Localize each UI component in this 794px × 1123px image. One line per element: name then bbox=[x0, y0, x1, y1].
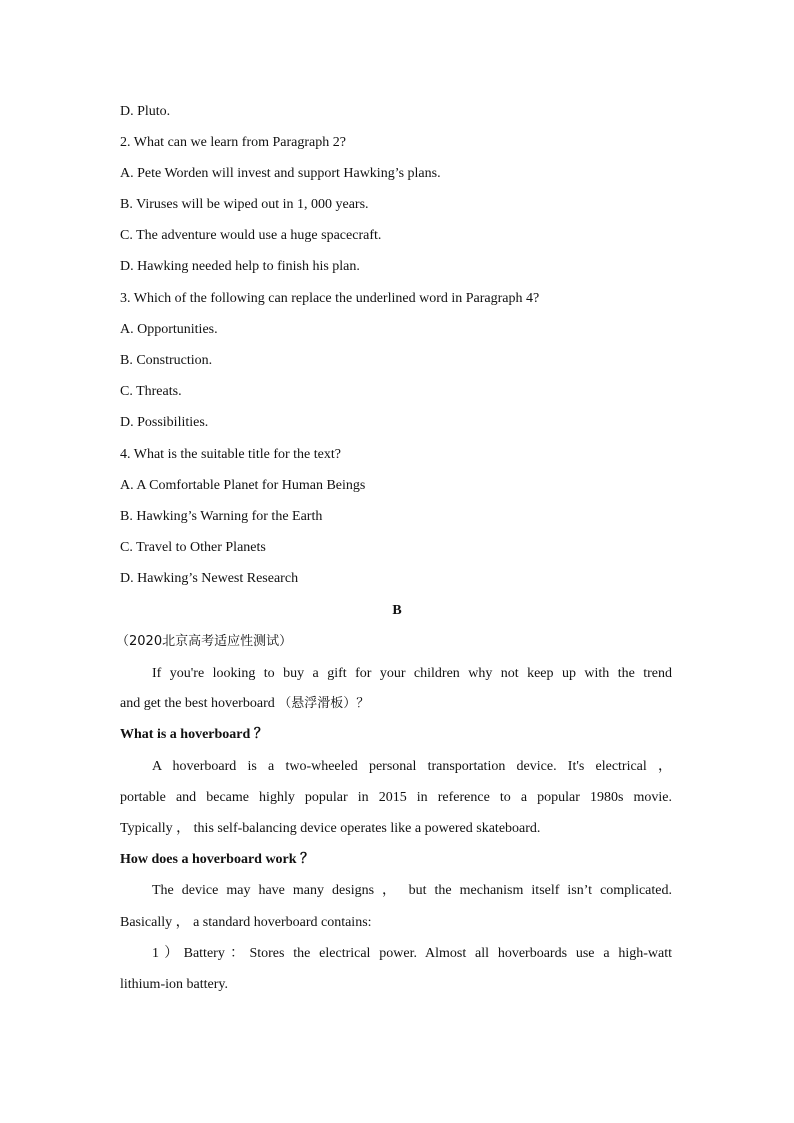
intro-line-2 bbox=[120, 694, 680, 714]
q4-question: 4. What is the suitable title for the text? bbox=[120, 447, 341, 462]
heading-what-is: What is a hoverboard ？ bbox=[120, 727, 268, 742]
q3-option-d: D. Possibilities. bbox=[120, 415, 209, 430]
p2-line-1: The device may have many designs ， but the mechanism itself isn’t complicated. bbox=[152, 883, 672, 898]
q4-option-c: C. Travel to Other Planets bbox=[120, 540, 266, 555]
source-note: （2020北京高考适应性测试） bbox=[116, 634, 293, 649]
p3-line-1: 1）Battery：Stores the electrical power. Almost all hoverboards use a high-watt bbox=[152, 946, 672, 961]
p1-line-3: Typically ， this self-balancing device operates like a powered skateboard. bbox=[120, 821, 541, 836]
q2-option-d: D. Hawking needed help to finish his plan. bbox=[120, 259, 360, 274]
q2-option-c: C. The adventure would use a huge spacecraft. bbox=[120, 228, 382, 243]
q4-option-a: A. A Comfortable Planet for Human Beings bbox=[120, 478, 366, 493]
section-label: B bbox=[392, 603, 402, 618]
q3-option-b: B. Construction. bbox=[120, 353, 213, 368]
p3-line-2: lithium-ion battery. bbox=[120, 977, 228, 992]
intro-line-1: If you're looking to buy a gift for your children why not keep up with the trend bbox=[152, 666, 672, 681]
q1-option-d: D. Pluto. bbox=[120, 104, 171, 119]
q2-option-b: B. Viruses will be wiped out in 1, 000 years. bbox=[120, 197, 369, 212]
q3-option-a: A. Opportunities. bbox=[120, 322, 218, 337]
heading-how-works: How does a hoverboard work ？ bbox=[120, 852, 315, 867]
p2-line-2: Basically ， a standard hoverboard contains: bbox=[120, 915, 372, 930]
q3-option-c: C. Threats. bbox=[120, 384, 182, 399]
p1-line-2: portable and became highly popular in 2015 in reference to a popular 1980s movie. bbox=[120, 790, 672, 805]
q4-option-d: D. Hawking’s Newest Research bbox=[120, 571, 299, 586]
intro-line-2-english: and get the best hoverboard bbox=[120, 696, 279, 711]
q4-option-b: B. Hawking’s Warning for the Earth bbox=[120, 509, 323, 524]
q2-option-a: A. Pete Worden will invest and support Hawking’s plans. bbox=[120, 166, 441, 181]
q3-question: 3. Which of the following can replace the underlined word in Paragraph 4? bbox=[120, 291, 540, 306]
q2-question: 2. What can we learn from Paragraph 2? bbox=[120, 135, 346, 150]
p1-line-1: A hoverboard is a two-wheeled personal transportation device. It's electrical ， bbox=[152, 759, 672, 774]
intro-line-2-chinese: （悬浮滑板）？ bbox=[278, 696, 370, 711]
